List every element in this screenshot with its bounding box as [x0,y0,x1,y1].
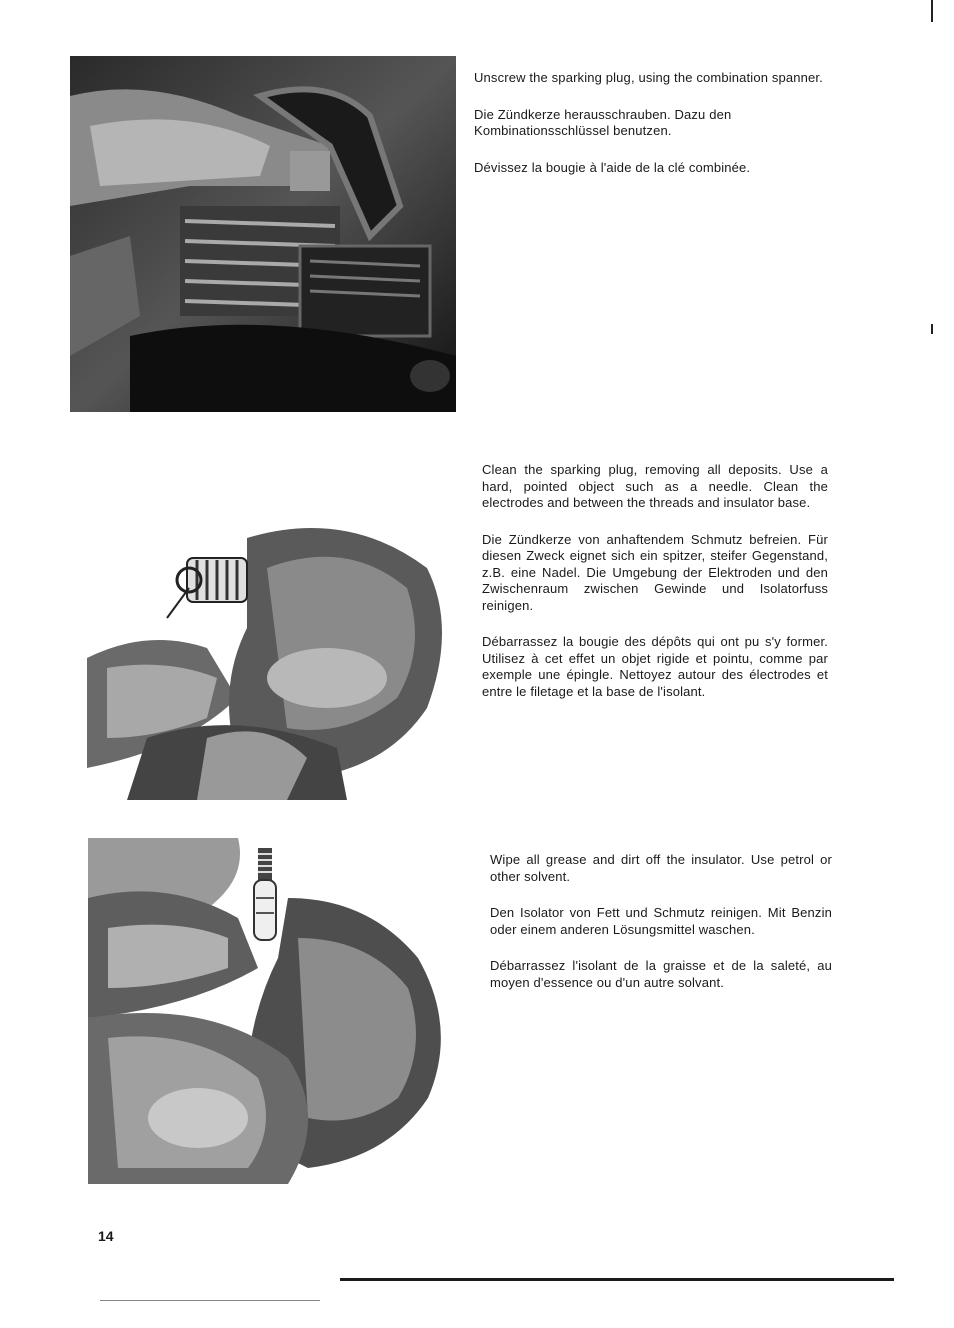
instruction-english: Unscrew the sparking plug, using the combination spanner. [474,70,823,85]
instruction-german: Die Zündkerze herausschrauben. Dazu den Kombinationsschlüssel benutzen. [474,106,732,138]
instruction-english: Wipe all grease and dirt off the insulator. Use petrol or other solvent. [490,852,832,884]
bottom-rule [340,1278,894,1281]
spark-plug-insulator-wiping-photo [88,838,464,1184]
spark-plug-cleaning-photo [87,508,457,800]
instruction-german: Den Isolator von Fett und Schmutz reinigen. Mit Benzin oder einem anderen Lösungsmittel waschen. [490,905,832,937]
text-block-1 [474,70,834,196]
text-block-3 [490,852,832,1011]
scan-edge-mark [931,0,933,22]
instruction-french: Débarrassez la bougie des dépôts qui ont pu s'y former. Utilisez à cet effet un objet rigide et pointu, comme par exemple une épingle. Nettoyez autour des électrodes et entre le filetage et la base de l'isolant. [482,634,828,699]
instruction-french: Dévissez la bougie à l'aide de la clé combinée. [474,159,751,175]
page-number: 14 [98,1228,114,1244]
chainsaw-spark-plug-removal-photo [70,56,456,412]
text-block-2 [482,462,828,720]
instruction-french: Débarrassez l'isolant de la graisse et de la saleté, au moyen d'essence ou d'un autre solvant. [490,958,832,990]
scan-edge-mark [931,324,933,334]
bottom-rule-faint [100,1300,320,1301]
instruction-german: Die Zündkerze von anhaftendem Schmutz befreien. Für diesen Zweck eignet sich ein spitzer, steifer Gegenstand, z.B. eine Nadel. Die Umgebung der Elektroden und den Zwischenraum zwischen Gewinde und Isolatorfuss reinigen. [482,531,828,613]
instruction-english: Clean the sparking plug, removing all deposits. Use a hard, pointed object such as a needle. Clean the electrodes and between the threads and insulator base. [482,462,828,510]
